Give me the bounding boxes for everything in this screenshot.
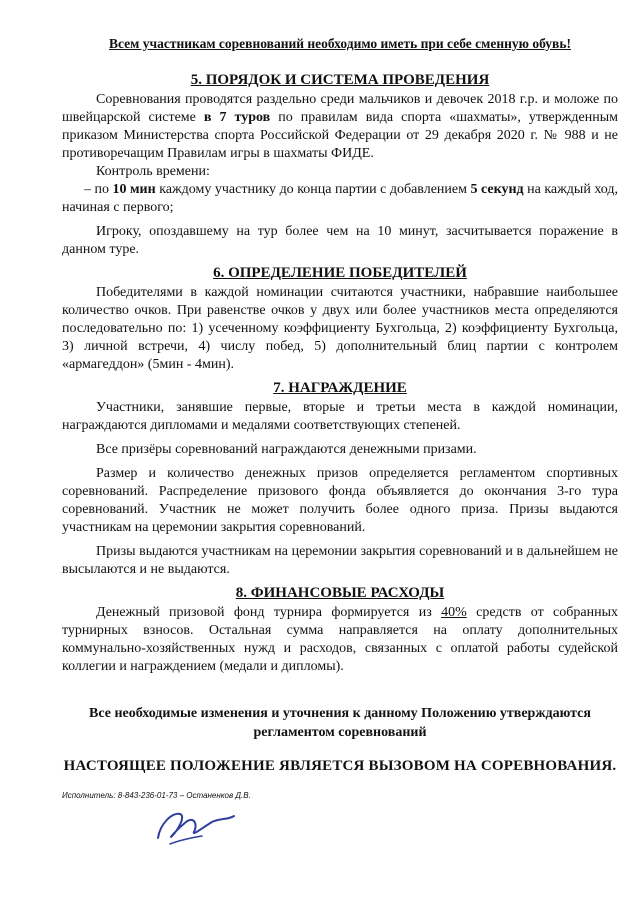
section-5-title: 5. ПОРЯДОК И СИСТЕМА ПРОВЕДЕНИЯ	[190, 72, 490, 88]
section-7-paragraph-1: Участники, занявшие первые, вторые и третьи места в каждой номинации, награждаются дипломами и медалями соответствующих степеней.	[62, 400, 618, 433]
s5-p3-text-a: – по	[84, 182, 113, 197]
s8-p1-text-a: Денежный призовой фонд турнира формируется из	[96, 605, 442, 620]
section-5-paragraph-1	[62, 91, 618, 163]
section-5-paragraph-2: Контроль времени:	[96, 164, 210, 179]
s5-p3-minutes: 10 мин	[112, 182, 156, 197]
closing-statement: Все необходимые изменения и уточнения к данному Положению утверждаются регламентом соревнований	[89, 706, 591, 740]
s5-p1-text-c: по правилам вида спорта «шахматы», утвержденным приказом Министерства спорта Российской Федерации от 29 декабря 2020 г. № 988 и не противоречащим Правилам игры в шахматы ФИДЕ.	[62, 110, 618, 161]
signature-image	[150, 800, 240, 850]
challenge-statement: НАСТОЯЩЕЕ ПОЛОЖЕНИЕ ЯВЛЯЕТСЯ ВЫЗОВОМ НА СОРЕВНОВАНИЯ.	[63, 758, 617, 774]
section-7-paragraph-3: Размер и количество денежных призов определяется регламентом спортивных соревнований. Распределение призового фонда объявляется до окончания 3-го тура соревнований. Участник не может получить более одного приза. Призы выдаются участникам на церемонии закрытия соревнований.	[62, 466, 618, 535]
s8-p1-percent: 40%	[441, 605, 467, 620]
s5-p3-text-e: на каждый ход, начиная с первого;	[62, 182, 619, 215]
section-7-paragraph-2: Все призёры соревнований награждаются денежными призами.	[96, 442, 477, 457]
section-5-paragraph-3	[62, 181, 618, 217]
section-7-title: 7. НАГРАЖДЕНИЕ	[273, 380, 407, 396]
section-8-title: 8. ФИНАНСОВЫЕ РАСХОДЫ	[235, 585, 445, 601]
shoes-notice: Всем участникам соревнований необходимо иметь при себе сменную обувь!	[109, 36, 571, 51]
section-7-paragraph-4: Призы выдаются участникам на церемонии закрытия соревнований и в дальнейшем не высылаются и не выдаются.	[62, 544, 618, 577]
contact-line: Исполнитель: 8-843-236-01-73 – Останенков Д.В.	[62, 791, 251, 800]
section-8-paragraph-1	[62, 604, 618, 676]
section-5-paragraph-4: Игроку, опоздавшему на тур более чем на 10 минут, засчитывается поражение в данном туре.	[62, 224, 618, 257]
s5-p1-rounds: в 7 туров	[203, 110, 271, 125]
section-6-paragraph-1: Победителями в каждой номинации считаются участники, набравшие наибольшее количество очков. При равенстве очков у двух или более участников места определяются последовательно по: 1) усеченному коэффициенту Бухгольца, 2) коэффициенту Бухгольца, 3) личной встречи, 4) числу побед, 5) дополнительный блиц партии с контролем «армагеддон» (5мин - 4мин).	[62, 285, 618, 372]
s5-p1-text-a: Соревнования проводятся раздельно среди мальчиков и девочек 2018 г.р. и моложе по швейцарской системе	[62, 92, 618, 125]
s5-p3-text-c: каждому участнику до конца партии с добавлением	[155, 182, 471, 197]
s8-p1-text-c: средств от собранных турнирных взносов. Остальная сумма направляется на оплату дополнительных коммунально-хозяйственных нужд и расходов, связанных с оплатой работы судейской коллегии и награждением (медали и дипломы).	[62, 605, 619, 674]
section-6-title: 6. ОПРЕДЕЛЕНИЕ ПОБЕДИТЕЛЕЙ	[213, 265, 467, 281]
s5-p3-seconds: 5 секунд	[470, 182, 524, 197]
